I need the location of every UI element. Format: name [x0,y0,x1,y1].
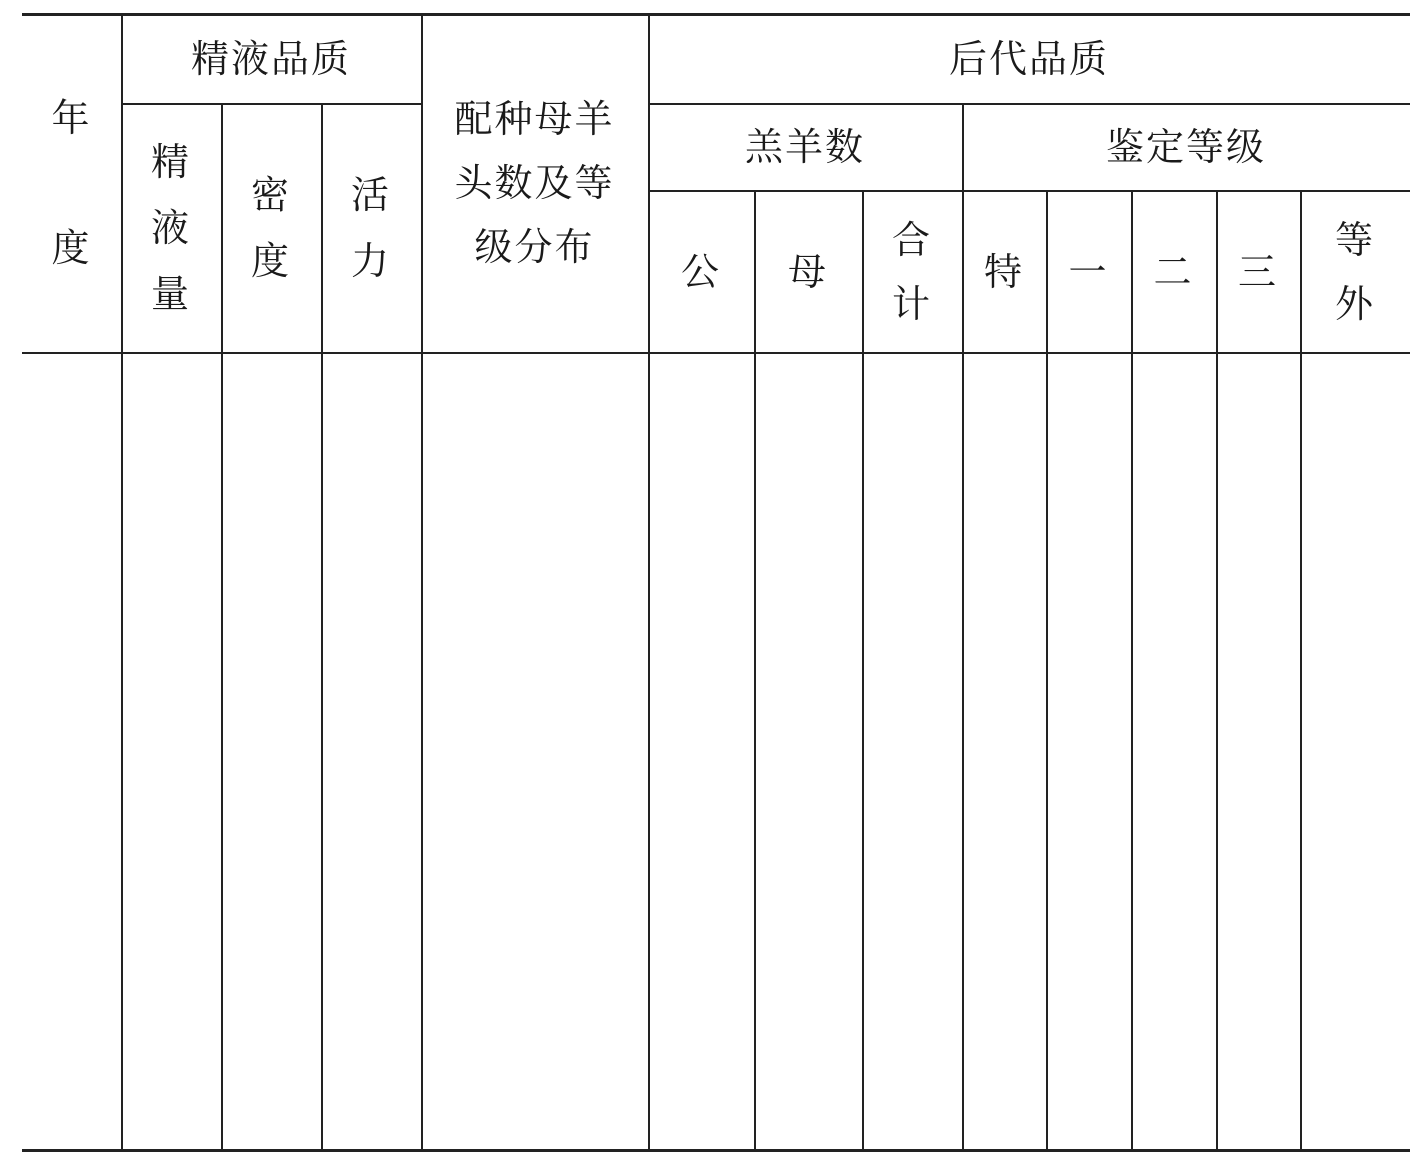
bottom-border [22,1149,1410,1152]
header-density [221,104,321,352]
header-mated-ewes-line-1: 配种母羊 [454,97,615,141]
header-motility-char-2: 力 [350,239,391,283]
header-male: 公 [680,249,721,294]
header-mated-ewes-line-3: 级分布 [474,225,595,269]
header-semen-volume [121,104,221,352]
header-lamb-count: 羔羊数 [744,125,865,169]
header-total-char-1: 合 [891,217,932,262]
header-motility-char-1: 活 [350,173,391,217]
body-cell-density[interactable] [223,354,321,1149]
header-year-char-2: 度 [51,226,92,270]
header-motility [321,104,421,352]
header-semen-quality: 精液品质 [190,36,351,81]
body-cell-grade-second[interactable] [1133,354,1216,1149]
body-cell-motility[interactable] [323,354,421,1149]
body-cell-grade-below[interactable] [1302,354,1410,1149]
header-semen-volume-char-1: 精 [150,140,191,184]
header-semen-volume-char-2: 液 [150,206,191,250]
header-year [22,14,121,352]
header-grade-second: 二 [1153,249,1194,294]
body-cell-male[interactable] [650,354,754,1149]
header-density-char-1: 密 [250,173,291,217]
header-density-char-2: 度 [250,239,291,283]
body-cell-total[interactable] [864,354,962,1149]
header-grade-below [1300,191,1410,352]
header-grade-below-char-2: 外 [1334,281,1375,326]
header-appraisal-grade: 鉴定等级 [1105,125,1266,169]
header-grade-third: 三 [1237,249,1278,294]
body-cell-mated-ewes[interactable] [423,354,648,1149]
body-cell-semen-volume[interactable] [123,354,221,1149]
body-cell-grade-third[interactable] [1218,354,1300,1149]
header-grade-below-char-1: 等 [1334,217,1375,262]
header-offspring-quality: 后代品质 [948,36,1109,81]
header-total-char-2: 计 [891,281,932,326]
header-total [862,191,962,352]
header-grade-special: 特 [983,249,1024,294]
body-cell-year[interactable] [22,354,121,1149]
header-mated-ewes [421,14,648,352]
body-cell-female[interactable] [756,354,862,1149]
body-cell-grade-first[interactable] [1048,354,1131,1149]
body-cell-grade-special[interactable] [964,354,1046,1149]
header-female: 母 [787,249,828,294]
header-semen-volume-char-3: 量 [150,272,191,316]
header-mated-ewes-line-2: 头数及等 [454,161,615,205]
header-grade-first: 一 [1068,249,1109,294]
header-year-char-1: 年 [51,96,92,140]
